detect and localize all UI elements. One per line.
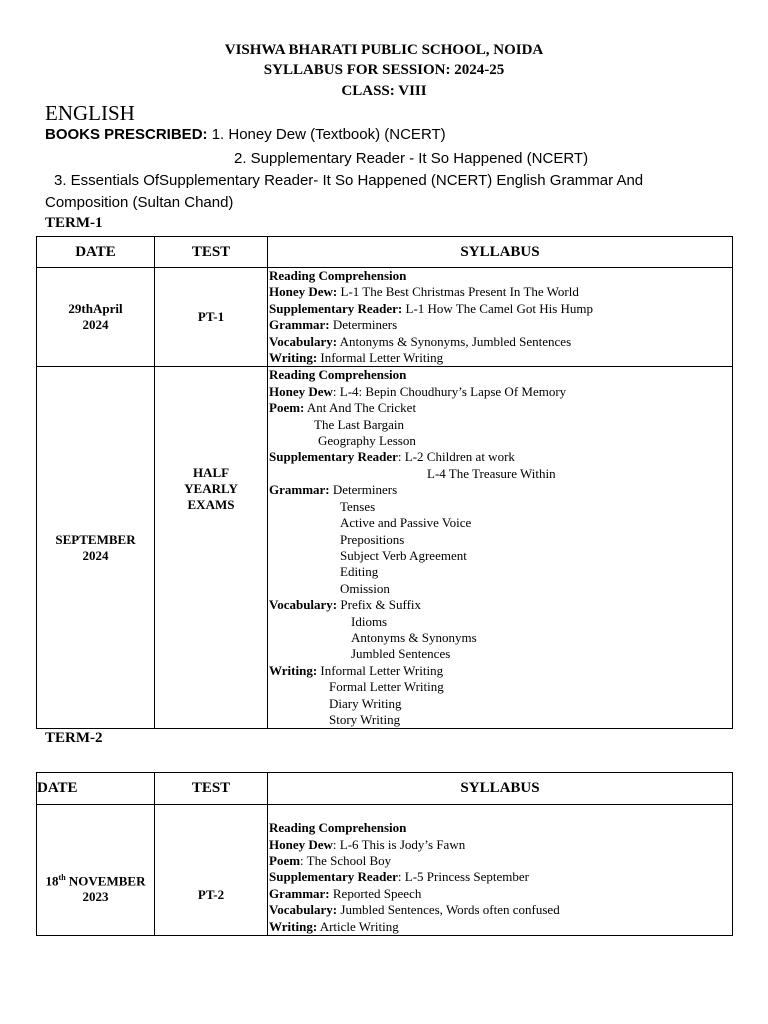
date-year: 2024 bbox=[82, 547, 109, 563]
syllabus-line: Grammar: Reported Speech bbox=[269, 885, 422, 901]
book-3: 3. Essentials OfSupplementary Reader- It So Happened (NCERT) English Grammar And bbox=[54, 172, 644, 189]
session-title: SYLLABUS FOR SESSION: 2024-25 bbox=[263, 62, 505, 78]
syllabus-line: Reading Comprehension bbox=[269, 367, 407, 383]
syllabus-line: Supplementary Reader: L-2 Children at work bbox=[269, 449, 515, 465]
syllabus-line: Idioms bbox=[351, 613, 388, 629]
syllabus-line: Diary Writing bbox=[329, 695, 402, 711]
test-name: HALF bbox=[192, 465, 230, 481]
test-name: PT-2 bbox=[197, 887, 225, 902]
syllabus-line: Honey Dew: L-4: Bepin Choudhury’s Lapse Of Memory bbox=[269, 383, 567, 399]
test-column-header: TEST bbox=[155, 237, 268, 268]
syllabus-column-header: SYLLABUS bbox=[268, 773, 733, 805]
test-name: PT-1 bbox=[197, 309, 225, 325]
test-name: YEARLY bbox=[184, 481, 238, 497]
syllabus-cell bbox=[268, 805, 733, 936]
syllabus-line: Subject Verb Agreement bbox=[340, 547, 467, 563]
term2-table bbox=[36, 772, 733, 936]
date-cell bbox=[37, 367, 155, 729]
date-column-header: DATE bbox=[37, 237, 155, 268]
syllabus-line: Writing: Informal Letter Writing bbox=[269, 350, 444, 366]
syllabus-line: Honey Dew: L-6 This is Jody’s Fawn bbox=[269, 836, 466, 852]
syllabus-line: Formal Letter Writing bbox=[329, 679, 444, 695]
syllabus-line: Active and Passive Voice bbox=[340, 515, 472, 531]
date-text: 18th NOVEMBER bbox=[45, 873, 146, 889]
class-title: CLASS: VIII bbox=[341, 83, 427, 99]
test-name: EXAMS bbox=[187, 497, 235, 513]
books-line-1 bbox=[45, 126, 446, 143]
syllabus-line: Grammar: Determiners bbox=[269, 317, 398, 333]
test-cell bbox=[155, 367, 268, 729]
term2-header-row bbox=[37, 773, 733, 805]
date-year: 2024 bbox=[82, 317, 109, 333]
syllabus-line: Writing: Article Writing bbox=[269, 918, 399, 934]
syllabus-line: Omission bbox=[340, 580, 390, 596]
school-name: VISHWA BHARATI PUBLIC SCHOOL, NOIDA bbox=[224, 42, 544, 58]
date-column-header: DATE bbox=[37, 773, 155, 805]
syllabus-line: Vocabulary: Jumbled Sentences, Words often confused bbox=[269, 902, 560, 918]
syllabus-line: Grammar: Determiners bbox=[269, 482, 398, 498]
syllabus-line: Prepositions bbox=[340, 531, 405, 547]
syllabus-column-header: SYLLABUS bbox=[268, 237, 733, 268]
syllabus-line: Supplementary Reader: L-1 How The Camel Got His Hump bbox=[269, 300, 594, 316]
syllabus-line: Geography Lesson bbox=[318, 433, 416, 449]
syllabus-line: Honey Dew: L-1 The Best Christmas Present In The World bbox=[269, 284, 579, 300]
test-cell bbox=[155, 805, 268, 936]
syllabus-line: Vocabulary: Antonyms & Synonyms, Jumbled Sentences bbox=[269, 333, 572, 349]
syllabus-line: Supplementary Reader: L-5 Princess September bbox=[269, 869, 529, 885]
table-row bbox=[37, 367, 733, 729]
syllabus-line: Poem: The School Boy bbox=[269, 852, 392, 868]
term2-title: TERM-2 bbox=[45, 730, 103, 746]
date-text: SEPTEMBER bbox=[55, 531, 136, 547]
syllabus-line: Reading Comprehension bbox=[269, 268, 407, 283]
syllabus-line: Editing bbox=[340, 564, 379, 580]
term1-table bbox=[36, 236, 733, 729]
test-column-header: TEST bbox=[155, 773, 268, 805]
term1-header-row bbox=[37, 237, 733, 268]
date-cell bbox=[37, 268, 155, 367]
subject-heading: ENGLISH bbox=[45, 101, 135, 125]
book-2: 2. Supplementary Reader - It So Happened (NCERT) bbox=[234, 150, 589, 167]
test-cell bbox=[155, 268, 268, 367]
book-3-continued: Composition (Sultan Chand) bbox=[45, 194, 234, 211]
syllabus-cell bbox=[268, 367, 733, 729]
syllabus-line: Tenses bbox=[340, 498, 376, 514]
date-cell bbox=[37, 805, 155, 936]
syllabus-line: Vocabulary: Prefix & Suffix bbox=[269, 597, 422, 613]
date-text: 29thApril bbox=[68, 301, 123, 317]
term1-title: TERM-1 bbox=[45, 215, 103, 231]
syllabus-line: Writing: Informal Letter Writing bbox=[269, 662, 444, 678]
book-1: 1. Honey Dew (Textbook) (NCERT) bbox=[211, 126, 446, 143]
table-row bbox=[37, 268, 733, 367]
syllabus-cell bbox=[268, 268, 733, 367]
syllabus-line: Story Writing bbox=[329, 711, 401, 727]
syllabus-line: The Last Bargain bbox=[314, 416, 405, 432]
books-label: BOOKS PRESCRIBED: bbox=[45, 126, 208, 143]
syllabus-line: Reading Comprehension bbox=[269, 820, 407, 836]
syllabus-line: Antonyms & Synonyms bbox=[351, 629, 477, 645]
table-row bbox=[37, 805, 733, 936]
syllabus-line: Jumbled Sentences bbox=[351, 646, 451, 662]
date-year: 2023 bbox=[82, 889, 109, 905]
syllabus-line: L-4 The Treasure Within bbox=[427, 465, 556, 481]
syllabus-line: Poem: Ant And The Cricket bbox=[269, 400, 417, 416]
